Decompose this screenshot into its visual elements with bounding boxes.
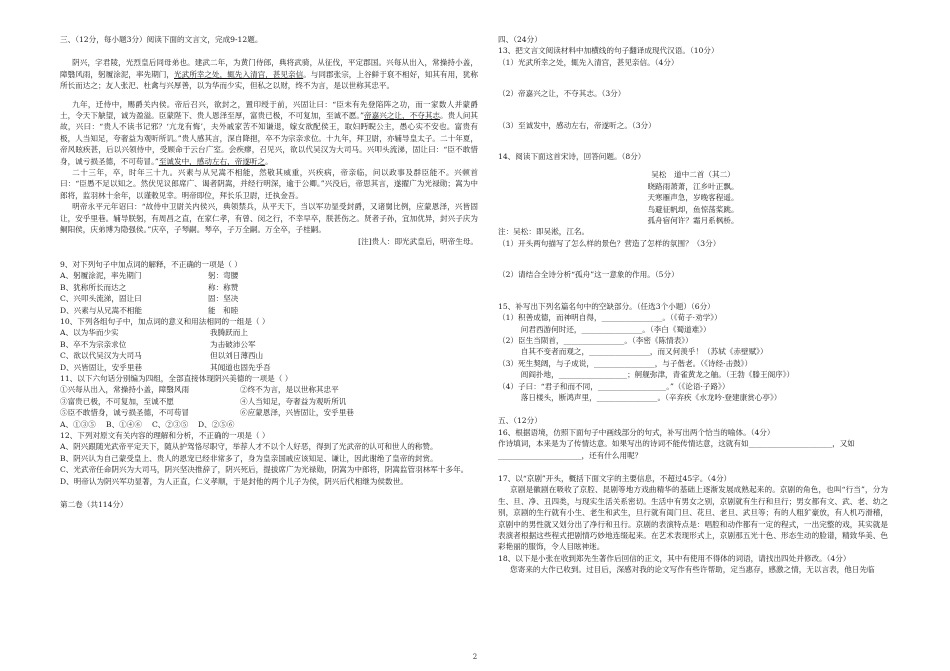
question-11 xyxy=(60,373,478,430)
answer-blank[interactable]: ________________ xyxy=(596,392,658,402)
answer-blank[interactable]: __________________ xyxy=(597,381,667,391)
question-17 xyxy=(498,473,888,553)
underlined-sentence-2: 帝嘉兴之让，不夺其志 xyxy=(364,111,441,121)
item-row: ③富贵已极，不可复加，至诚不愿 ④人当知足，夸奢益为观听所讥 xyxy=(60,396,347,406)
passage-paragraph-1: 阴兴，字君陵，光烈皇后同母弟也。建武二年，为黄门侍郎，典将武骑，从征伐，平定郡国。兴每从出入，常操持小盖，障翳风雨，躬履涂泥，率先期门，光武所幸之处，辄先入清宫，甚见亲信。与同郡张宗，上谷鲜于裒不相好，知其有用，犹称所长而达之；友人张汜、杜禽与兴厚善，以为华而少实，但私之以财，终不为言，是以世称其忠平。 xyxy=(60,58,478,91)
poem-line: 晓路雨萧萧，江乡叶正飘。 xyxy=(647,181,739,191)
question-18 xyxy=(498,553,888,576)
poem-line: 天寒雁声急，岁晚客程遥。 xyxy=(647,193,739,203)
question-14 xyxy=(498,151,888,281)
question-stem: 17、以“京剧”开头，概括下面文字的主要信息，不超过45字。（4分） xyxy=(498,473,732,483)
answer-blank[interactable]: ______________________ xyxy=(498,450,582,460)
section-3-header: 三、（12分，每小题3分）阅读下面的文言文，完成9-12题。 xyxy=(60,35,263,44)
question-stem: 16、根据语境，仿照下面句子中画线部分的句式，补写出两个恰当的喻体。（4分） xyxy=(498,427,775,437)
question-13 xyxy=(498,45,888,131)
option-b: B、阴兴认为自己蒙受皇上、贵人的恩宠已经非常多了，身为皇亲国戚应该知足、谦让，因此谢绝了皇帝的封赏。 xyxy=(60,453,438,463)
question-10 xyxy=(60,316,478,373)
question-stem: 9、对下列句子中加点词的解释，不正确的一项是（ ） xyxy=(60,259,242,269)
answer-blank[interactable]: ________________ xyxy=(563,335,625,345)
fill-blank-line: 作诗填词，本来是为了传情达意。如果写出的诗词不能传情达意，这就有如______________________，又如______________________，还有什么用呢？ xyxy=(498,439,855,460)
question-16 xyxy=(498,427,888,461)
option-row: C、兴叩头流涕，固让曰 固：坚决 xyxy=(60,294,239,304)
underlined-sentence-3: 至诚发中，感动左右，帝遂听之 xyxy=(158,156,266,166)
option-row: D、兴皆固让，安乎里巷 其闻道也固先乎吾 xyxy=(60,362,271,372)
section-4-header: 四、（24分） xyxy=(498,35,542,44)
fill-blank-row: （1）积善成德，而神明自得， ________________ 。（《荀子·劝学》） xyxy=(498,313,722,323)
item-row: ⑤臣不敢惜身，诚亏损圣德，不可苟冒 ⑥应蒙恩泽，兴皆固让，安乎里巷 xyxy=(60,408,354,418)
option-row: B、犹称所长而达之 称：称赞 xyxy=(60,282,239,292)
sub-question: （2）帝嘉兴之让，不夺其志。（3分） xyxy=(498,89,626,99)
sub-question: （1）光武所幸之处，辄先入清宫，甚见亲信。（4分） xyxy=(498,57,679,67)
item-row: ①兴每从出入，常操持小盖，障翳风雨 ②终不为言，是以世称其忠平 xyxy=(60,385,339,395)
question-stem: 10、下列各组句子中，加点词的意义和用法相同的一组是（ ） xyxy=(60,316,270,326)
fill-blank-row: 自其不变者而观之， ________________ ，而又何羡乎！（苏轼《赤壁赋》） xyxy=(498,347,768,357)
page-number: 2 xyxy=(472,653,478,661)
question-stem: 11、以下六句话分别编为四组，全部直接体现阴兴美德的一项是（ ） xyxy=(60,373,293,383)
question-12 xyxy=(60,430,478,487)
poem-line: 孤舟宿何许？霜月系枫桥。 xyxy=(647,216,739,226)
classical-passage xyxy=(60,57,478,247)
passage-note: [注]贵人：即光武皇后，明帝生母。 xyxy=(358,236,478,246)
answer-blank[interactable]: ________________ xyxy=(589,347,650,357)
passage-paragraph-4: 明帝永平元年诏曰：“故侍中卫尉关内侯兴，典领禁兵，从平天下，当以军功显受封爵，又诸舅比例，应蒙恩泽，兴皆固让，安乎里巷。辅导朕躬，有周昌之直，在家仁孝，有曾、闵之行，不幸早卒，朕甚伤之。贤者子孙，宜加优异，封兴子庆为鲖阳侯，庆弟博为隐强侯。”庆卒，子琴嗣。琴卒，子万全嗣。万全卒，子桂嗣。 xyxy=(60,202,478,235)
question-stem: 15、补写出下列名篇名句中的空缺部分。（任选3个小题）（6分） xyxy=(498,301,715,311)
right-column xyxy=(498,34,888,576)
option-row: C、欲以代吴汉为大司马 但以刘日薄西山 xyxy=(60,351,264,361)
answer-blank[interactable]: ________________ xyxy=(581,324,643,334)
option-d: D、明帝认为阴兴军功显著，为人正直，仁义孝顺，于是封他的两个儿子为侯，阴兴后代相继为侯数世。 xyxy=(60,476,408,486)
volume-2-header: 第二卷（共114分） xyxy=(60,500,128,510)
option-row: A、以为华而少实 我腾跃而上 xyxy=(60,328,248,338)
fill-blank-row: 问君西游何时还， ________________ 。（李白《蜀道难》） xyxy=(498,324,711,334)
answer-blank[interactable]: ______________________ xyxy=(748,439,833,449)
poem-title: 吴松 道中二首（其二） xyxy=(651,170,735,180)
section-5-header: 五、（12分） xyxy=(498,416,542,426)
sub-question: （2）请结合全诗分析“孤舟”这一意象的作用。（5分） xyxy=(498,270,679,280)
sub-question: （3）至诚发中，感动左右，帝遂听之。（3分） xyxy=(498,120,656,130)
passage-paragraph-2: 九年，迁侍中，赐爵关内侯。帝后召兴，欲封之，置印绶于前，兴固让曰：“臣未有先登陷阵之功，而一家数人并蒙爵土，令天下觖望，诚为盈溢。臣蒙陛下、贵人恩泽至厚，富贵已极，不可复加，至诚不愿。”帝嘉兴之让，不夺其志。贵人问其故，兴曰：“贵人不读书记邪？‘亢龙有悔’，夫外戚家苦不知谦退，嫁女欲配侯王，取妇眄睨公主，愚心实不安也。富贵有极，人当知足，夸奢益为观听所讥。”贵人感其言，深自降挹，卒不为宗亲求位。十九年，拜卫尉，亦辅导皇太子。二十年夏，帝风眩疾甚，后以兴领侍中，受顾命于云台广室。会疾瘳，召见兴，欲以代吴汉为大司马。兴叩头流涕，固让曰：“臣不敢惜身，诚亏损圣德，不可苟冒。”至诚发中，感动左右，帝遂听之。 xyxy=(60,99,479,166)
question-text: 您寄来的大作已收到。过目后，深感对我的论文写作有些许帮助，定当惠存，感激之情，无以言表，他日先临 xyxy=(510,565,875,575)
question-15 xyxy=(498,301,888,404)
poem-line: 鸟避征帆却，鱼惊荡桨跳。 xyxy=(647,204,739,214)
question-text: 京剧是徽剧在吸收了京腔、昆剧等地方戏曲精华的基础上逐渐发展成熟起来的。京剧的角色，也叫“行当”，分为生、旦、净、丑四类，与现实生活关系密切。生活中有男女之别，京剧就有生行和旦行；男女都有文、武、老、幼之别，京剧的生行就有小生、老生和武生，旦行就有闺门旦、花旦、老旦、武旦等；有的人粗犷豪放，有人机巧滑稽，京剧中的男性就又划分出了净行和丑行。京剧的表演特点是：唱腔和动作都有一定的程式，一出完整的戏，其实就是表演者根据这些程式把剧情巧妙地连缀起来。在艺术表现形式上，京剧那五光十色、形态生动的脸谱，精致华美、色彩艳丽的服饰，令人目眩神迷。 xyxy=(498,485,888,552)
option-row: B、卒不为宗亲求位 为击破沛公军 xyxy=(60,339,256,349)
answer-blank[interactable]: ________________ xyxy=(601,313,663,323)
sub-question: （1）开头两句描写了怎么样的景色？营造了怎样的氛围？（3分） xyxy=(498,238,721,248)
question-stem: 14、阅读下面这首宋诗，回答问题。（8分） xyxy=(498,152,646,162)
poem-annotation: 注：吴松：即吴淞，江名。 xyxy=(498,227,590,237)
option-c: C、光武帝任命阴兴为大司马，阴兴坚决推辞了，阴兴死后，提拔席广为光禄勋，阴嵩为中郎将，阴嵩监管羽林军十多年。 xyxy=(60,465,469,475)
option-row: D、兴素与从兄嵩不相能 能 和睦 xyxy=(60,305,239,315)
question-stem: 13、把文言文阅读材料中加横线的句子翻译成现代汉语。（10分） xyxy=(498,46,719,56)
answer-blank[interactable]: __________________ xyxy=(558,370,628,380)
choice-row: A、①③⑤ B、①④⑥ C、②③⑤ D、②⑤⑥ xyxy=(60,419,235,429)
passage-paragraph-3: 二十三年，卒，时年三十九。兴素与从兄嵩不相能，然敬其威重，兴疾病，帝亲临，问以政事及群臣能不。兴顿首曰：“臣愚不足以知之。然伏见议郎席广、谒者阴嵩，并经行明深，逾于公卿。”兴没后，帝思其言，遂擢广为光禄勋；嵩为中郎将，监羽林十余年，以谨敕见幸。明帝即位，拜长乐卫尉，迁执金吾。 xyxy=(60,168,478,200)
fill-blank-row: （2）臣生当陨首， ________________ 。（李密《陈情表》） xyxy=(498,335,693,345)
option-row: A、躬履涂泥，率先期门 躬：弯腰 xyxy=(60,271,239,281)
fill-blank-row: 闾阎扑地， __________________ ；舸舰弥津，青雀黄龙之舳。（王勃《滕王阁序》） xyxy=(498,370,795,380)
answer-blank[interactable]: ________________ xyxy=(593,358,655,368)
option-a: A、阴兴跟随光武帝平定天下，随从护驾恪尽职守，举荐人才不以个人好恶，得到了光武帝的认可和世人的称赞。 xyxy=(60,442,438,452)
question-stem: 18、以下是小张在收到郑先生著作后回信的正文，其中有使用不得体的词语，请找出四处并修改。（4分） xyxy=(498,553,851,563)
fill-blank-row: 落日楼头，断鸿声里， ________________ 。（辛弃疾《水龙吟·登建康赏心亭》） xyxy=(498,392,782,402)
fill-blank-row: （4）子曰：“君子和而不同， __________________ 。”（《论语·子路》） xyxy=(498,381,730,391)
fill-blank-row: （3）死生契阔，与子成说， ________________ ，与子偕老。（《诗经·击鼓》） xyxy=(498,358,753,368)
left-column xyxy=(60,34,478,510)
underlined-sentence-1: 光武所幸之处，辄先入清宫，甚见亲信 xyxy=(174,69,304,79)
question-9 xyxy=(60,259,478,316)
question-stem: 12、下列对原文有关内容的理解和分析，不正确的一项是（ ） xyxy=(60,431,270,440)
